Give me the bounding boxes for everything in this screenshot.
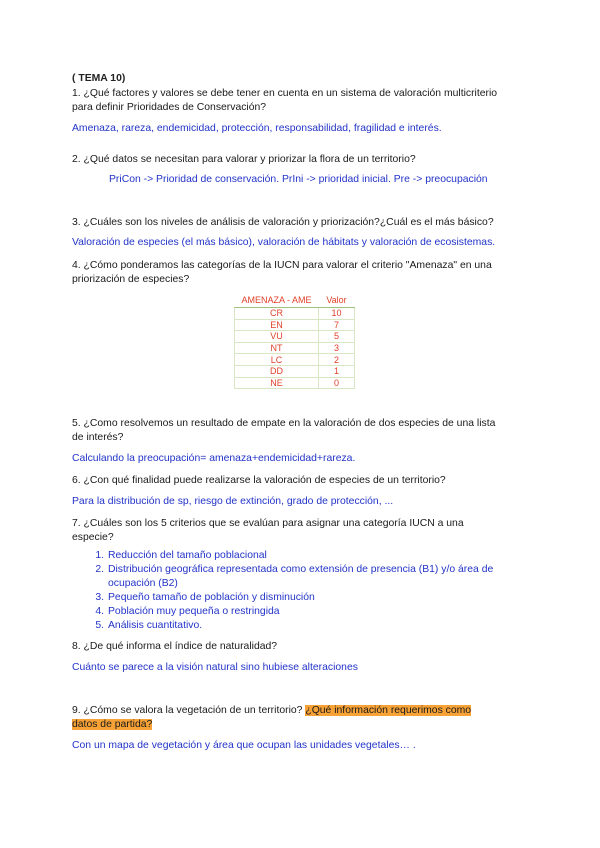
table-row <box>235 342 355 354</box>
threat-value: 7 <box>319 319 355 331</box>
answer-3: Valoración de especies (el más básico), valoración de hábitats y valoración de ecosistemas. <box>72 237 496 248</box>
list-item: 5. Análisis cuantitativo. <box>95 620 203 631</box>
highlighted-text: datos de partida? <box>72 719 153 730</box>
question-8: 8. ¿De qué informa el índice de naturalidad? <box>72 641 278 652</box>
table-row <box>235 308 355 320</box>
table-row <box>235 354 355 366</box>
answer-9: Con un mapa de vegetación y área que ocupan las unidades vegetales… . <box>72 740 416 751</box>
answer-2: PriCon -> Prioridad de conservación. PrIni -> prioridad inicial. Pre -> preocupación <box>109 174 488 185</box>
question-2: 2. ¿Qué datos se necesitan para valorar y priorizar la flora de un territorio? <box>72 154 416 165</box>
table-row <box>235 319 355 331</box>
question-9-line-1: 9. ¿Cómo se valora la vegetación de un territorio? ¿Qué información requerimos como <box>72 705 472 716</box>
list-item: 2. Distribución geográfica representada como extensión de presencia (B1) y/o área de <box>95 564 494 575</box>
answer-1: Amenaza, rareza, endemicidad, protección, responsabilidad, fragilidad e interés. <box>72 123 442 134</box>
highlighted-text: ¿Qué información requerimos como <box>305 705 472 716</box>
threat-category: NE <box>235 377 319 389</box>
list-item: ocupación (B2) <box>108 578 178 589</box>
question-3: 3. ¿Cuáles son los niveles de análisis de valoración y priorización?¿Cuál es el más básico? <box>72 217 494 228</box>
question-7-line-2: especie? <box>72 532 114 543</box>
question-9-line-2 <box>72 718 152 732</box>
table-header-value: Valor <box>319 293 355 308</box>
threat-category: DD <box>235 365 319 377</box>
table-row <box>235 331 355 343</box>
threat-value: 10 <box>319 308 355 320</box>
table-row <box>235 365 355 377</box>
threat-value: 2 <box>319 354 355 366</box>
threat-category: CR <box>235 308 319 320</box>
threat-value: 3 <box>319 342 355 354</box>
list-item: 3. Pequeño tamaño de población y disminución <box>95 592 315 603</box>
question-5-line-2: de interés? <box>72 432 124 443</box>
threat-value: 5 <box>319 331 355 343</box>
question-6: 6. ¿Con qué finalidad puede realizarse la valoración de especies de un territorio? <box>72 475 446 486</box>
threat-category: EN <box>235 319 319 331</box>
table-header-threat: AMENAZA - AME <box>235 293 319 308</box>
threat-value: 0 <box>319 377 355 389</box>
list-item: 4. Población muy pequeña o restringida <box>95 606 280 617</box>
question-4-line-1: 4. ¿Cómo ponderamos las categorías de la IUCN para valorar el criterio "Amenaza" en una <box>72 260 492 271</box>
list-item: 1. Reducción del tamaño poblacional <box>95 550 267 561</box>
question-7-line-1: 7. ¿Cuáles son los 5 criterios que se evalúan para asignar una categoría IUCN a una <box>72 518 464 529</box>
question-5-line-1: 5. ¿Como resolvemos un resultado de empate en la valoración de dos especies de una lista <box>72 418 496 429</box>
threat-value: 1 <box>319 365 355 377</box>
threat-category: LC <box>235 354 319 366</box>
answer-6: Para la distribución de sp, riesgo de extinción, grado de protección, ... <box>72 496 394 507</box>
threat-category: NT <box>235 342 319 354</box>
question-4-line-2: priorización de especies? <box>72 274 190 285</box>
question-1-line-2: para definir Prioridades de Conservación? <box>72 102 267 113</box>
iucn-threat-table <box>234 293 355 389</box>
topic-heading: ( TEMA 10) <box>72 73 126 84</box>
answer-5: Calculando la preocupación= amenaza+endemicidad+rareza. <box>72 453 356 464</box>
threat-category: VU <box>235 331 319 343</box>
table-row <box>235 377 355 389</box>
question-1-line-1: 1. ¿Qué factores y valores se debe tener en cuenta en un sistema de valoración multicriterio <box>72 88 498 99</box>
answer-8: Cuánto se parece a la visión natural sino hubiese alteraciones <box>72 662 358 673</box>
